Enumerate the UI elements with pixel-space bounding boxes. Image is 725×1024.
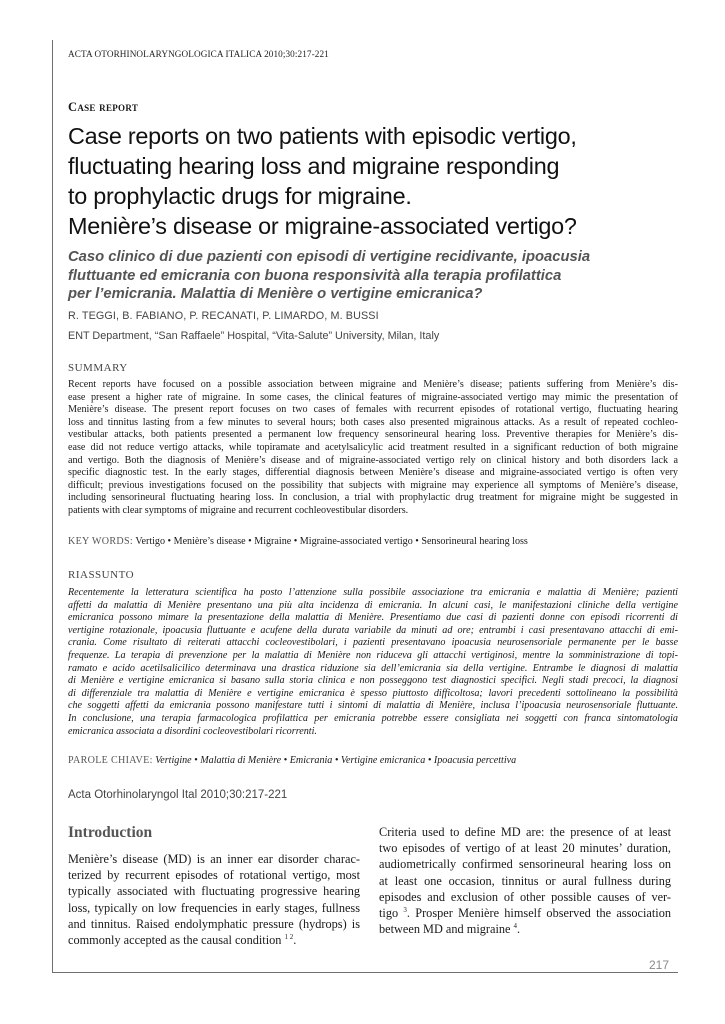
summary-keywords	[68, 536, 528, 547]
summary-line: specific diagnostic test. In the early stages, differential diagnosis between Menière’s disease and migraine-associated vertigo is often very	[68, 467, 678, 479]
keywords-list: Vertigine • Malattia di Menière • Emicrania • Vertigine emicranica • Ipoacusia percettiva	[155, 755, 517, 766]
body-line: Menière’s disease (MD) is an inner ear disorder charac-	[68, 852, 360, 866]
riassunto-line: di Menière e vertigine emicranica si basano sulla storia clinica e non posseggono test diagnostici specifici. Negli stadi precoci, la diagnosi	[68, 675, 678, 687]
body-line: audiometrically confirmed sensorineural hearing loss on	[379, 857, 671, 872]
riassunto-line: che soggetti affetti da emicrania possono manifestare tutti i sintomi di malattia di Menière, inclusa l’ipoacusia neurosensoriale fluttuante.	[68, 700, 678, 712]
title-line: Case reports on two patients with episodic vertigo,	[68, 123, 577, 149]
reference-marker: 3	[403, 905, 407, 914]
body-text: . Prosper Menière himself observed the association	[406, 906, 671, 921]
introduction-heading: Introduction	[68, 824, 153, 841]
author-list: R. TEGGI, B. FABIANO, P. RECANATI, P. LIMARDO, M. BUSSI	[68, 310, 379, 322]
page-number: 217	[649, 958, 670, 972]
riassunto-line: ramato e acido acetilsalicilico determinava una drastica riduzione sia dell’emicrania sia della vertigine. Entrambe le diagnosi di malattia	[68, 662, 678, 674]
summary-line: ease did not reduce vertigo attacks, while topiramate and acetylsalicylic acid treatment resulted in a significant reduction of both migraine	[68, 441, 678, 453]
body-line: loss, typically on low frequencies in early stages, fullness	[68, 900, 360, 915]
article-subtitle-italian	[68, 248, 688, 304]
summary-line: including sensorineural fluctuating hearing loss. In conclusion, a trial with prophylactic drug treatment for migraine might be suggested in	[68, 492, 678, 504]
keywords-list: Vertigo • Menière’s disease • Migraine • Migraine-associated vertigo • Sensorineural hearing loss	[135, 536, 528, 547]
riassunto-text	[68, 587, 678, 738]
riassunto-heading: RIASSUNTO	[68, 569, 135, 581]
reference-marker: 4	[513, 922, 518, 931]
keywords-label: PAROLE CHIAVE:	[68, 755, 153, 766]
body-text: commonly accepted as the causal condition	[68, 933, 282, 948]
body-line: episodes and exclusion of other possible causes of ver-	[379, 889, 671, 904]
subtitle-line: per l’emicrania. Malattia di Menière o vertigine emicranica?	[68, 286, 483, 303]
riassunto-line: In conclusione, una terapia farmacologica profilattica per emicrania potrebbe essere consigliata nei soggetti con franca sintomatologia	[68, 712, 678, 724]
riassunto-line: emicranica associata a disordini cocleovestibolari ricorrenti.	[68, 725, 317, 737]
riassunto-line: di differenziale tra malattia di Menière e vertigine emicranica è spesso piuttosto difficoltosa; lavori precedenti sottolineano la possibilità	[68, 687, 678, 699]
body-text: .	[293, 933, 297, 948]
reference-marker: 1 2	[284, 932, 294, 941]
riassunto-line: crania. Come risultato di reiterati attacchi cocleovestibolari, i pazienti presentavano ipoacusia neurosensoriale permanente per le basse	[68, 637, 678, 649]
article-type-label: Case report	[68, 100, 139, 114]
body-line	[379, 905, 671, 921]
title-line: fluctuating hearing loss and migraine responding	[68, 153, 560, 179]
summary-line: patients with clear symptoms of migraine and recurrent cochleovestibular disorders.	[68, 504, 409, 516]
journal-citation: Acta Otorhinolaryngol Ital 2010;30:217-221	[68, 789, 288, 801]
title-line: Menière’s disease or migraine-associated vertigo?	[68, 213, 577, 239]
summary-heading: SUMMARY	[68, 362, 128, 374]
riassunto-line: emicranica possono mimare la presentazione della malattia di Menière. Presentiamo due casi di pazienti donne con episodi ricorrenti di	[68, 612, 678, 624]
journal-running-header: ACTA OTORHINOLARYNGOLOGICA ITALICA 2010;30:217-221	[68, 49, 329, 59]
summary-line: and vertigo. Both the diagnosis of Menière’s disease and of migraine-associated vertigo rely on clinical history and both disorders lack a	[68, 454, 678, 466]
riassunto-line: affetti da malattia di Menière presentano una più alta incidenza di emicrania. In alcuni casi, le manifestazioni cliniche della vertigine	[68, 599, 678, 611]
summary-line: difficult; previous investigations focused on the possibility that subjects with migraine may experience all symptoms of Menière’s disease,	[68, 479, 678, 491]
keywords-label: KEY WORDS:	[68, 536, 133, 547]
summary-line: loss and tinnitus lasting from a few minutes to several hours; both cases also presented migrainous attacks. As a result of repeated cochleo-	[68, 416, 678, 428]
summary-line: vestibular attacks, both patients presented a permanent low frequency sensorineural hearing loss. Preventive therapies for Menière’s dis-	[68, 429, 678, 441]
body-line	[68, 932, 360, 948]
body-text: tigo	[379, 906, 399, 921]
body-line: at least one occasion, tinnitus or aural fullness during	[379, 873, 671, 888]
summary-text	[68, 379, 678, 518]
body-line	[379, 921, 671, 937]
body-line: terized by recurrent episodes of rotational vertigo, most	[68, 868, 360, 883]
body-line: and tinnitus. Raised endolymphatic pressure (hydrops) is	[68, 916, 360, 931]
summary-line: Recent reports have focused on a possible association between migraine and Menière’s disease; patients suffering from Menière’s dis-	[68, 379, 678, 390]
summary-line: Menière’s disease. The present report focuses on two cases of females with recurrent episodes of rotational vertigo, fluctuating hearing	[68, 404, 678, 416]
subtitle-line: fluttuante ed emicrania con buona responsività alla terapia profilattica	[68, 267, 562, 284]
riassunto-line: vertigine rotazionale, ipoacusia fluttuante e acufene della durata variabile da minuti ad ore; entrambi i casi presentavano attacchi di emi-	[68, 624, 678, 636]
title-line: to prophylactic drugs for migraine.	[68, 183, 412, 209]
subtitle-line: Caso clinico di due pazienti con episodi di vertigine recidivante, ipoacusia	[68, 249, 591, 265]
body-line: typically associated with fluctuating progressive hearing	[68, 884, 360, 899]
summary-line: ease present a higher rate of migraine. In some cases, the clinical features of migraine-associated vertigo may mimic the presentation of	[68, 391, 678, 403]
body-line: two episodes of vertigo of at least 20 minutes’ duration,	[379, 841, 671, 856]
introduction-text-left-column	[68, 851, 360, 948]
riassunto-line: Recentemente la letteratura scientifica ha posto l’attenzione sulla possibile associazione tra emicrania e malattia di Menière; pazienti	[68, 587, 678, 598]
body-line: Criteria used to define MD are: the presence of at least	[379, 825, 671, 839]
riassunto-keywords	[68, 755, 516, 766]
page-frame-bottom-rule	[52, 972, 678, 973]
page-frame-left-rule	[52, 40, 53, 972]
body-text: between MD and migraine	[379, 922, 511, 937]
article-title	[68, 121, 688, 241]
author-affiliation: ENT Department, “San Raffaele” Hospital, “Vita-Salute” University, Milan, Italy	[68, 330, 440, 342]
introduction-text-right-column	[379, 824, 671, 937]
riassunto-line: frequenze. La terapia di prevenzione per la malattia di Menière non riduceva gli attacchi vertiginosi, mentre la somministrazione di topi-	[68, 649, 678, 661]
body-text: .	[517, 922, 521, 937]
